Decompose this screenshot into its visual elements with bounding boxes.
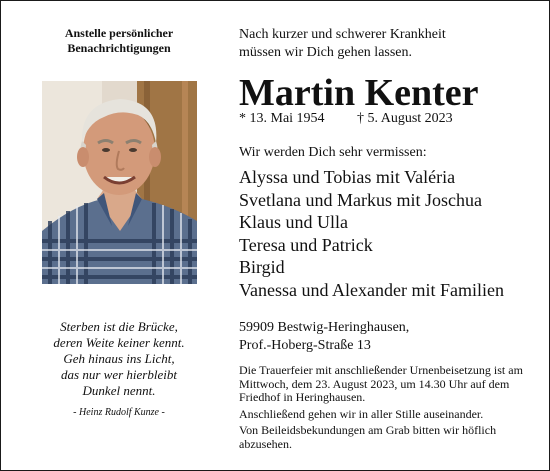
life-dates [239,110,539,128]
notice-heading [39,26,199,56]
notice-line-2: Benachrichtigungen [67,41,171,55]
family-member: Teresa und Patrick [239,234,373,255]
deceased-name: Martin Kenter [239,72,479,114]
intro-line-2: müssen wir Dich gehen lassen. [239,45,413,60]
family-member: Alyssa und Tobias mit Valéria [239,167,456,187]
ceremony-paragraph: Von Beileidsbekundungen am Grab bitten wir höflich abzusehen. [239,423,497,451]
poem-line: deren Weite keiner kennt. [53,335,185,350]
portrait-photo [42,81,197,284]
family-member: Vanessa und Alexander mit Familien [239,279,504,300]
intro-line-1: Nach kurzer und schwerer Krankheit [239,27,446,42]
poem-line: Geh hinaus ins Licht, [63,351,175,366]
family-list [239,166,539,301]
family-member: Svetlana und Markus mit Joschua [239,189,482,210]
family-member: Klaus und Ulla [239,212,348,232]
address-line-1: 59909 Bestwig-Heringhausen, [239,320,410,335]
address [239,319,539,355]
notice-line-1: Anstelle persönlicher [64,26,174,40]
birth-date: * 13. Mai 1954 [239,111,325,126]
poem [29,319,209,399]
ceremony-paragraph: Anschließend gehen wir in aller Stille auseinander. [239,406,484,421]
miss-text: Wir werden Dich sehr vermissen: [239,145,427,160]
ceremony-info [239,364,539,455]
poem-author: - Heinz Rudolf Kunze - [73,407,165,418]
poem-line: Dunkel nennt. [82,383,156,398]
address-line-2: Prof.-Hoberg-Straße 13 [239,338,371,353]
poem-line: das nur wer hierbleibt [61,367,177,382]
intro-text [239,26,539,62]
family-member: Birgid [239,257,285,277]
ceremony-paragraph: Die Trauerfeier mit anschließender Urnenbeisetzung ist am Mittwoch, dem 23. August 2023, um 14.30 Uhr auf dem Friedhof in Heringhausen. [239,363,523,405]
death-date: † 5. August 2023 [357,111,453,126]
poem-line: Sterben ist die Brücke, [60,319,178,334]
